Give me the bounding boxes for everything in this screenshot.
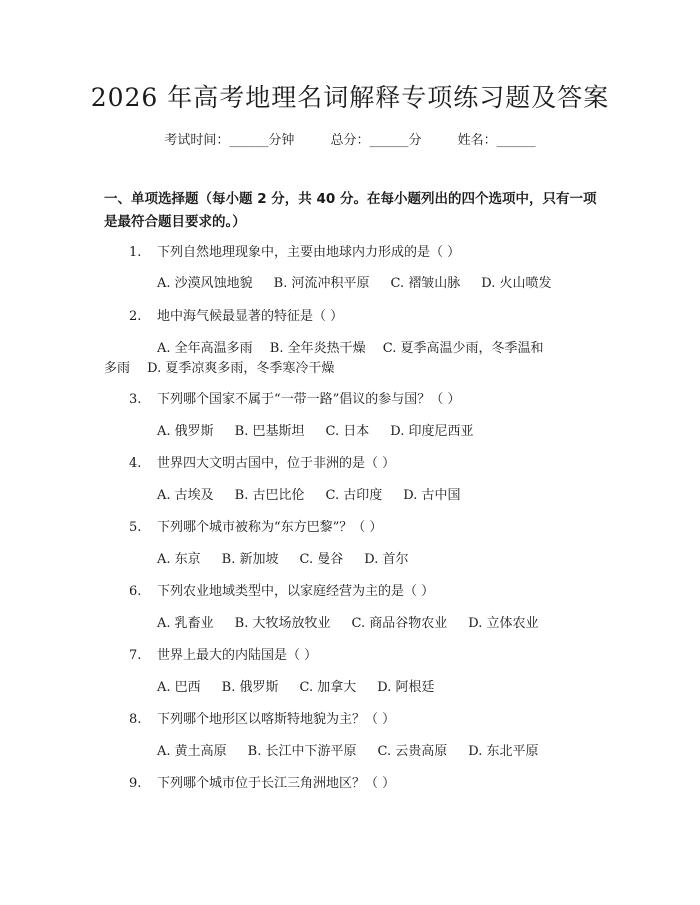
option-b: B. 古巴比伦 (234, 488, 305, 503)
question-number: 7. (129, 648, 142, 663)
question-stem: 地中海气候最显著的特征是（ ） (157, 309, 344, 324)
option-c: C. 日本 (325, 424, 370, 439)
option-d: D. 古中国 (403, 488, 461, 503)
time-unit: 分钟 (268, 133, 295, 148)
question-4 (129, 454, 395, 474)
option-d: D. 火山喷发 (481, 276, 552, 291)
section-heading (104, 188, 604, 234)
question-number: 6. (129, 584, 142, 599)
option-b: B. 大牧场放牧业 (234, 616, 331, 631)
option-b: B. 新加坡 (221, 552, 279, 567)
section-heading-line2: 是最符合题目要求的。） (104, 214, 246, 230)
question-number: 5. (129, 520, 142, 535)
question-number: 2. (129, 309, 142, 324)
total-score (330, 133, 421, 148)
question-3-options (157, 422, 473, 442)
student-name (458, 133, 536, 148)
question-2-options-line1: A. 全年高温多雨 B. 全年炎热干燥 C. 夏季高温少雨，冬季温和 (157, 341, 544, 356)
exam-time (164, 133, 294, 148)
question-stem: 下列自然地理现象中，主要由地球内力形成的是（ ） (157, 245, 461, 260)
option-c: C. 曼谷 (299, 552, 344, 567)
question-6 (129, 582, 434, 602)
question-2 (129, 307, 343, 327)
time-blank: ______ (229, 133, 269, 148)
option-a: A. 巴西 (157, 680, 201, 695)
question-stem: 下列农业地域类型中，以家庭经营为主的是（ ） (157, 584, 435, 599)
option-c: C. 褶皱山脉 (390, 276, 461, 291)
question-7-options (157, 678, 434, 698)
exam-meta (0, 131, 700, 151)
option-d: D. 阿根廷 (377, 680, 435, 695)
option-c: C. 加拿大 (299, 680, 357, 695)
question-stem: 世界上最大的内陆国是（ ） (157, 648, 318, 663)
option-a: A. 东京 (157, 552, 201, 567)
question-number: 8. (129, 712, 142, 727)
question-5-options (157, 550, 408, 570)
question-1 (129, 243, 460, 263)
section-heading-line1: 一、单项选择题（每小题 2 分，共 40 分。在每小题列出的四个选项中，只有一项 (104, 191, 597, 207)
option-d: D. 印度尼西亚 (390, 424, 474, 439)
question-1-options (157, 274, 551, 294)
option-a: A. 沙漠风蚀地貌 (157, 276, 253, 291)
question-number: 4. (129, 456, 142, 471)
question-number: 3. (129, 392, 142, 407)
option-d: D. 首尔 (364, 552, 409, 567)
option-a: A. 俄罗斯 (157, 424, 214, 439)
question-2-options-line2: 多雨 D. 夏季凉爽多雨，冬季寒冷干燥 (104, 361, 335, 376)
option-c: C. 商品谷物农业 (351, 616, 448, 631)
question-number: 9. (129, 776, 142, 791)
option-a: A. 黄土高原 (157, 744, 227, 759)
option-a: A. 古埃及 (157, 488, 214, 503)
question-8-options (157, 742, 538, 762)
option-d: D. 立体农业 (468, 616, 539, 631)
option-d: D. 东北平原 (468, 744, 539, 759)
option-c: C. 古印度 (325, 488, 383, 503)
question-4-options (157, 486, 460, 506)
score-blank: ______ (369, 133, 409, 148)
question-stem: 下列哪个城市位于长江三角洲地区？（ ） (157, 776, 396, 791)
question-stem: 下列哪个国家不属于“一带一路”倡议的参与国？（ ） (157, 392, 461, 407)
question-5 (129, 518, 382, 538)
question-9 (129, 774, 395, 794)
score-unit: 分 (408, 133, 422, 148)
option-b: B. 俄罗斯 (221, 680, 279, 695)
question-stem: 下列哪个城市被称为“东方巴黎”？（ ） (157, 520, 383, 535)
name-label: 姓名： (457, 133, 497, 148)
question-8 (129, 710, 395, 730)
option-b: B. 河流冲积平原 (273, 276, 370, 291)
question-number: 1. (129, 245, 142, 260)
question-3 (129, 390, 460, 410)
question-7 (129, 646, 317, 666)
score-label: 总分： (330, 133, 370, 148)
time-label: 考试时间： (164, 133, 230, 148)
option-b: B. 巴基斯坦 (234, 424, 305, 439)
question-stem: 下列哪个地形区以喀斯特地貌为主？（ ） (157, 712, 396, 727)
question-stem: 世界四大文明古国中，位于非洲的是（ ） (157, 456, 396, 471)
question-6-options (157, 614, 538, 634)
option-c: C. 云贵高原 (377, 744, 448, 759)
option-a: A. 乳畜业 (157, 616, 214, 631)
option-b: B. 长江中下游平原 (247, 744, 357, 759)
name-blank: ______ (496, 133, 536, 148)
page-title: 2026 年高考地理名词解释专项练习题及答案 (90, 83, 610, 112)
